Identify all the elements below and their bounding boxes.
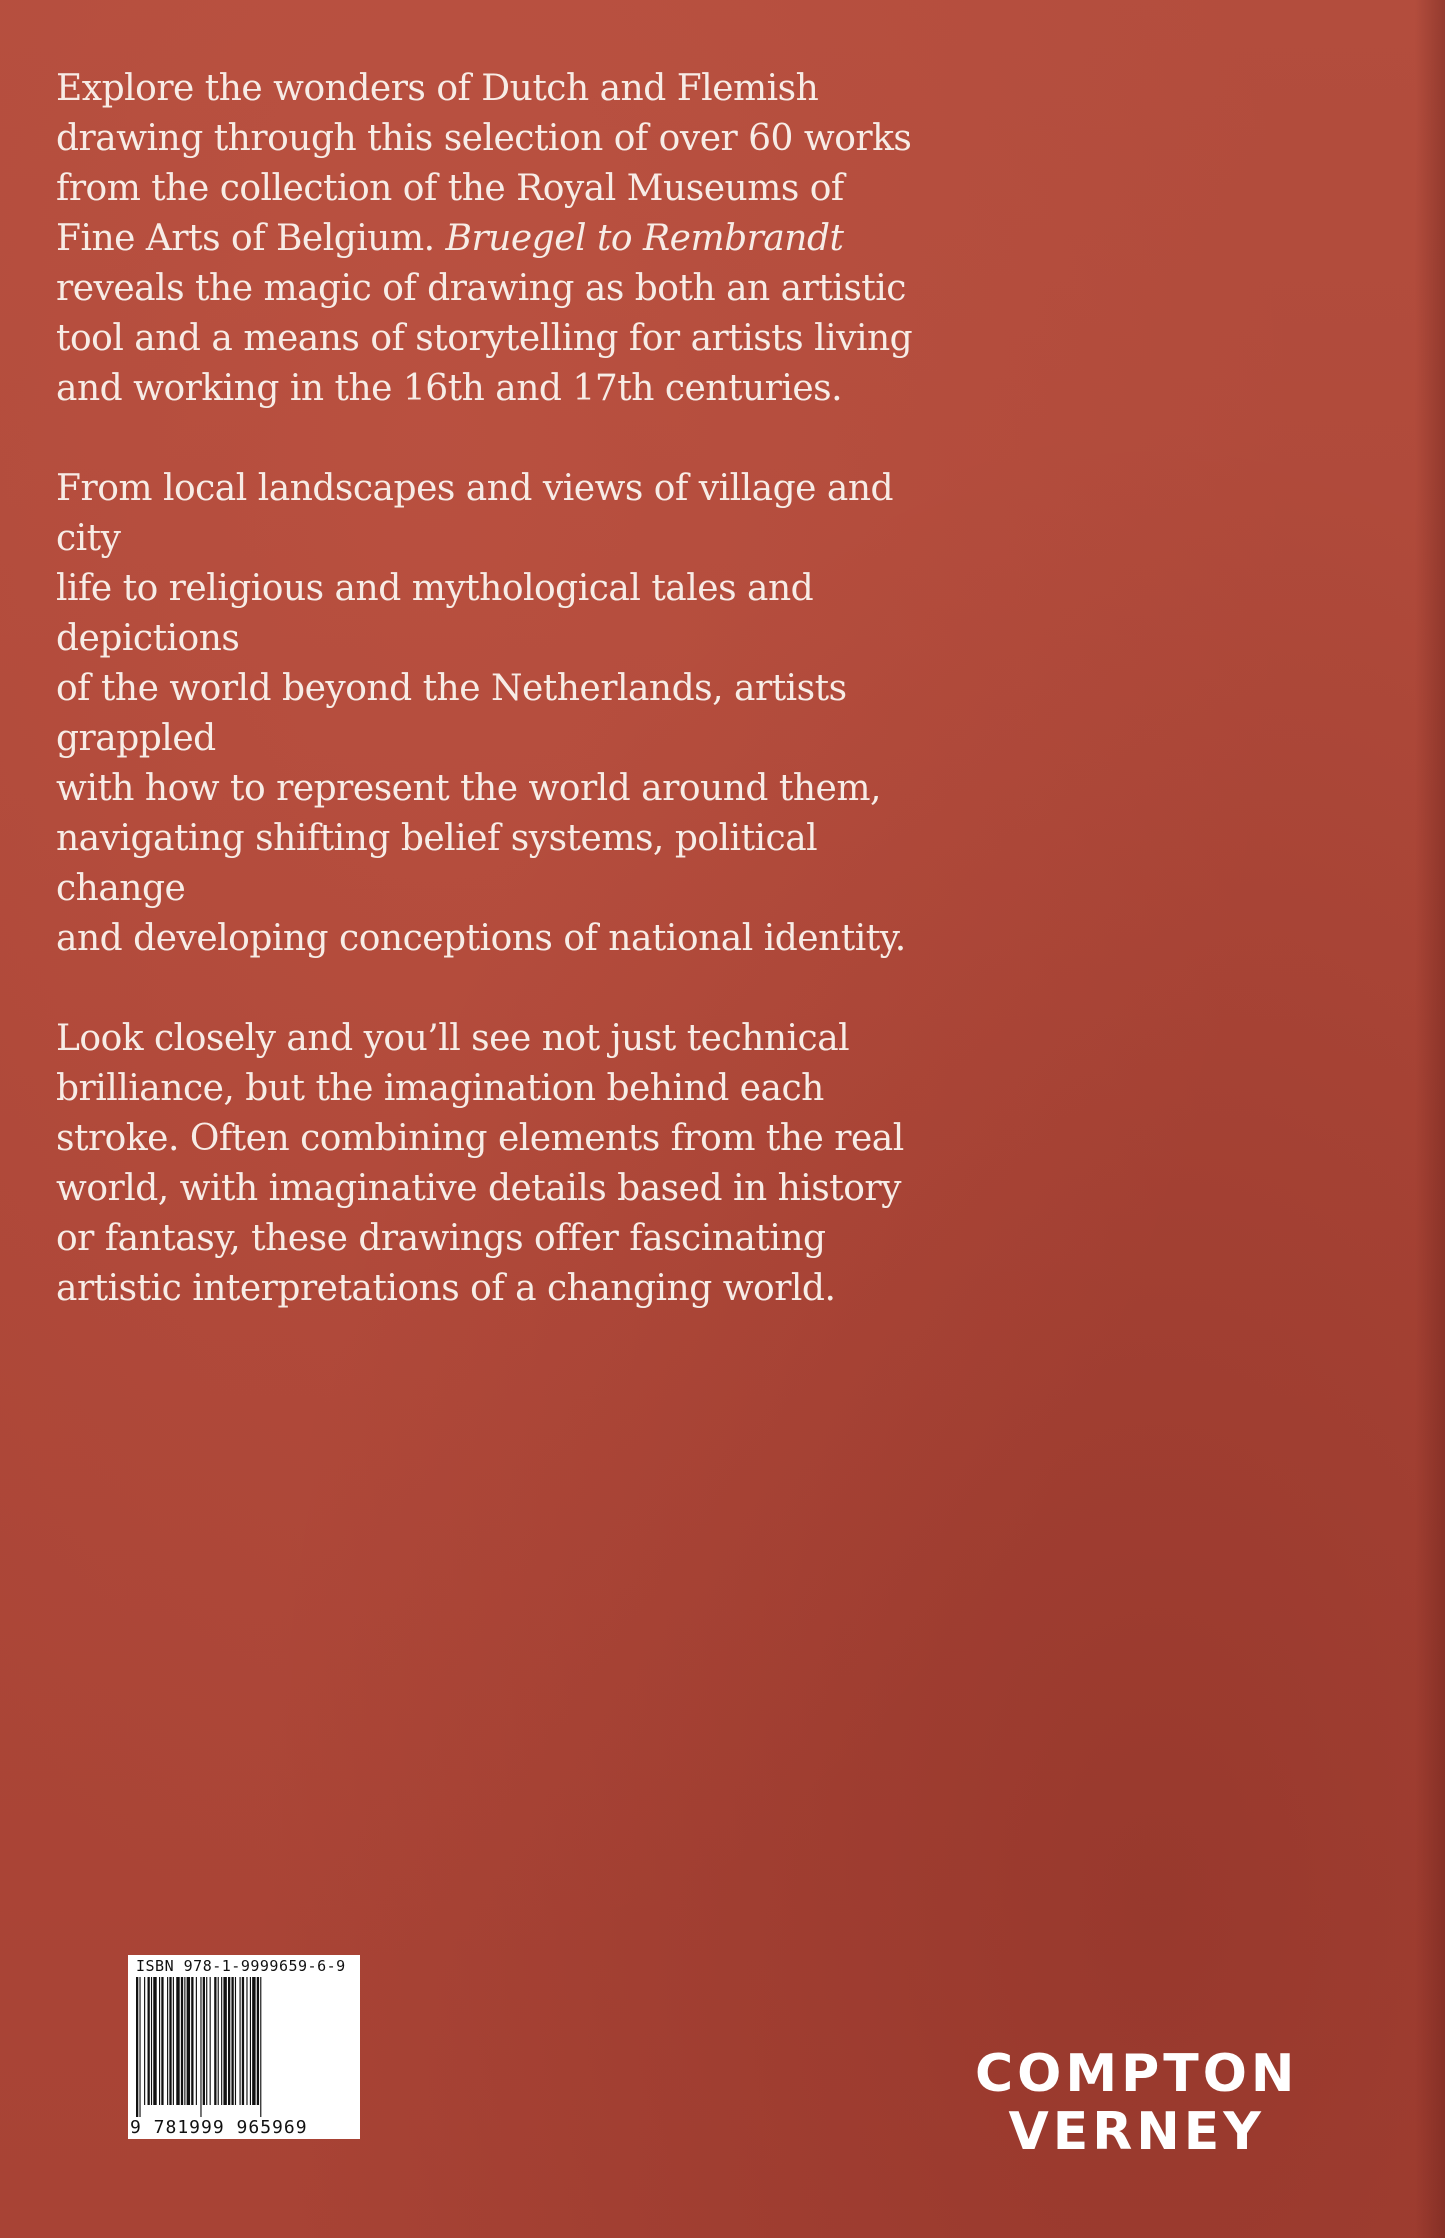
ean-digits: 9 781999 965969 [130,2117,308,2138]
isbn-barcode [128,1955,360,2139]
publisher-logo-line-2: VERNEY [1008,2102,1265,2162]
barcode-bar [176,1977,179,2105]
barcode-bar [257,1977,259,2105]
barcode-bar [151,1977,152,2105]
cover-edge-shadow [1415,0,1445,2238]
barcode-bar [139,1977,140,2117]
barcode-bar [221,1977,222,2105]
barcode-bar [148,1977,150,2105]
barcode-bar [228,1977,230,2105]
publisher-logo-line-1: COMPTON [975,2044,1299,2104]
barcode-bar [206,1977,207,2105]
barcode-bar [203,1977,205,2105]
publisher-logo [975,2045,1298,2161]
barcode-bar [210,1977,211,2105]
barcode-bar [260,1977,261,2117]
barcode-bar [173,1977,174,2105]
barcode-bar [246,1977,247,2105]
barcode-bar [161,1977,163,2105]
barcode-bar [252,1977,255,2105]
barcode-bar [223,1977,226,2105]
book-title-italic: Bruegel to Rembrandt [445,218,844,259]
barcode-bar [214,1977,216,2105]
blurb-paragraph-1 [56,64,956,414]
blurb-text [56,64,956,1364]
barcode-bar [218,1977,219,2105]
barcode-bar [153,1977,156,2105]
barcode-bar [200,1977,201,2117]
barcode-bar [136,1977,138,2117]
barcode-bar [231,1977,233,2105]
barcode-bar [196,1977,197,2105]
blurb-paragraph-3: Look closely and you’ll see not just technical brilliance, but the imagination behind each stroke. Often combining elements from the real world, with imaginative details based in history or fantasy, these drawings offer fascinating artistic interpretations of a changing world. [56,1018,904,1309]
barcode-bar [191,1977,193,2105]
barcode-bar [159,1977,160,2105]
barcode-bar [167,1977,168,2105]
blurb-paragraph-1-rest: reveals the magic of drawing as both an artistic tool and a means of storytelling for artists living and working in the 16th and 17th centuries. [56,268,913,409]
isbn-label: ISBN 978-1-9999659-6-9 [136,1957,346,1975]
blurb-paragraph-1-intro: Explore the wonders of Dutch and Flemish drawing through this selection of over 60 works from the collection of the Royal Museums of Fine Arts of Belgium. [56,68,912,259]
barcode-bar [187,1977,190,2105]
barcode-bar [250,1977,251,2105]
blurb-paragraph-2: From local landscapes and views of village and city life to religious and mythological tales and depictions of the world beyond the Netherlands, artists grappled with how to represent the world around them, navigating shifting belief systems, political change and developing conceptions of national identity. [56,468,906,959]
barcode-bar [240,1977,241,2105]
barcode-bar [144,1977,145,2105]
barcode-bar [169,1977,171,2105]
barcode-bar [184,1977,185,2105]
barcode-bar [235,1977,236,2105]
barcode-bars [134,1977,354,2117]
barcode-bar [242,1977,244,2105]
barcode-bar [181,1977,183,2105]
